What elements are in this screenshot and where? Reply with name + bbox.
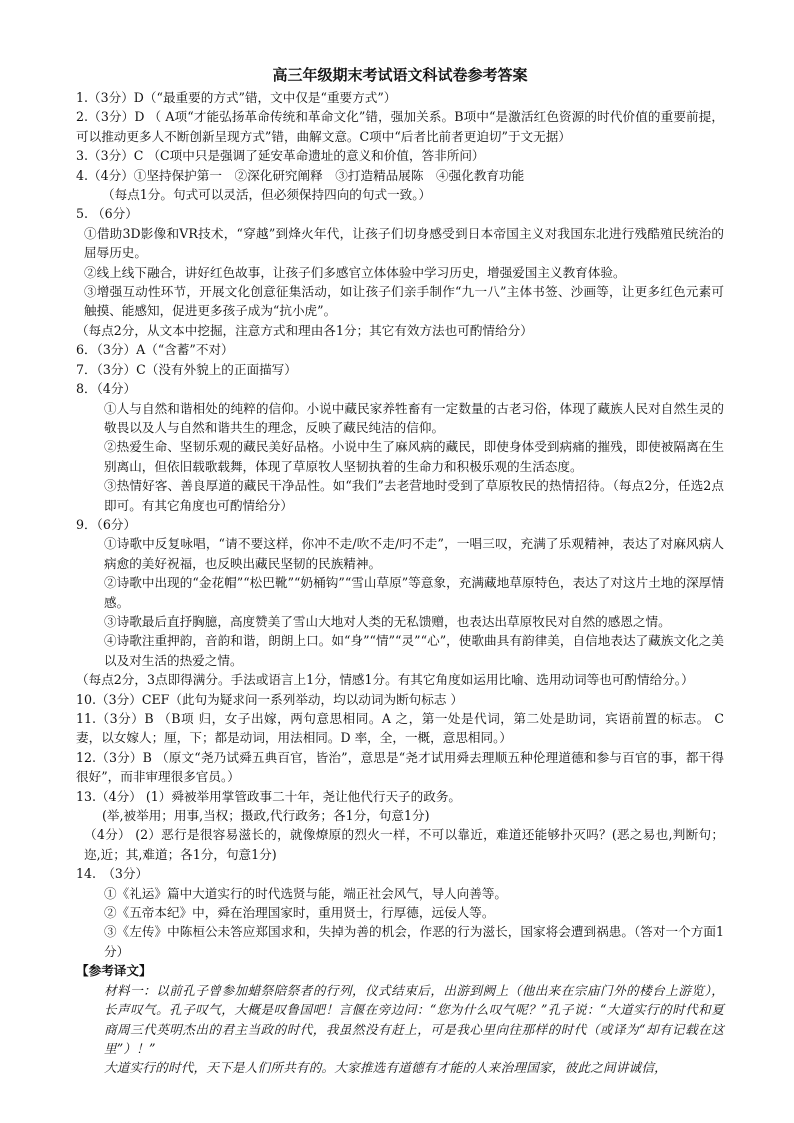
answer-5-point-2: ②线上线下融合，讲好红色故事，让孩子们多感官立体体验中学习历史，增强爱国主义教育体验。: [84, 264, 626, 280]
answer-13-part-2: （4分） (2）恶行是很容易滋长的，就像燎原的烈火一样，不可以靠近，难道还能够扑灭吗？(恶之易也,判断句；迩,近；其,难道；各1分，句意1分): [84, 827, 724, 862]
answer-1: 1.（3分）D（“最重要的方式”错，文中仅是“重要方式”）: [76, 90, 397, 105]
page-title: 高三年级期末考试语文科试卷参考答案: [272, 66, 528, 84]
answer-14-header: 14. （3分）: [76, 866, 149, 882]
answer-5-header: 5. （6分）: [76, 206, 138, 222]
translation-paragraph-2: 大道实行的时代，天下是人们所共有的。大家推选有道德有才能的人来治理国家，彼此之间讲诚信，: [104, 1060, 667, 1076]
answer-14-point-3: ③《左传》中陈桓公未答应郑国求和，失掉为善的机会，作恶的行为滋长，国家将会遭到祸患。（答对一个方面1分）: [104, 924, 724, 959]
answer-14-point-1: ①《礼运》篇中大道实行的时代选贤与能，端正社会风气，导人向善等。: [104, 885, 507, 901]
answer-8-point-3: ③热情好客、善良厚道的藏民干净品性。如“我们”去老营地时受到了草原牧民的热情招待。（每点2分，任选2点即可。有其它角度也可酌情给分）: [104, 478, 724, 513]
answer-7: 7．（3分）C（没有外貌上的正面描写）: [76, 361, 297, 377]
answer-2: 2.（3分）D （ A项“才能弘扬革命传统和革命文化”错，强加关系。B项中“是激活红色资源的时代价值的重要前提，可以推动更多人不断创新呈现方式”错，曲解文意。C项中“后者比前者更迫切”于文无据）: [76, 109, 724, 144]
answer-9-point-4: ④诗歌注重押韵，音韵和谐，朗朗上口。如“身”“情”“灵”“心”，使歌曲具有韵律美，自信地表达了藏族文化之美以及对生活的热爱之情。: [104, 633, 724, 668]
answer-13-part-1-note: (举,被举用；用事,当权；摄政,代行政务；各1分，句意1分): [102, 808, 430, 824]
translation-material-1: 材料一：以前孔子曾参加蜡祭陪祭者的行列，仪式结束后，出游到阙上（他出来在宗庙门外的楼台上游览），长声叹气。孔子叹气，大概是叹鲁国吧！言偃在旁边问：“您为什么叹气呢？”孔子说：“大道实行的时代和夏商周三代英明杰出的君主当政的时代，我虽然没有赶上，可是我心里向往那样的时代（或译为“却有记载在这里”）！”: [104, 982, 724, 1056]
answer-8-point-2: ②热爱生命、坚韧乐观的藏民美好品格。小说中生了麻风病的藏民，即使身体受到病痛的摧残，即使被隔离在生别离山，但依旧载歌载舞，体现了草原牧人坚韧执着的生命力和积极乐观的生活态度。: [104, 439, 724, 474]
answer-12: 12.（3分）B （原文“尧乃试舜五典百官，皆治”，意思是“尧才试用舜去理顺五种伦理道德和参与百官的事，都干得很好”，而非审理很多官员。）: [76, 749, 724, 785]
answer-6: 6．（3分）A（“含蓄”不对）: [76, 342, 234, 358]
answer-5-point-1: ①借助3D影像和VR技术，“穿越”到烽火年代，让孩子们切身感受到日本帝国主义对我国东北进行残酷殖民统治的屈辱历史。: [84, 225, 724, 261]
answer-4-note: （每点1分。句式可以灵活，但必须保持四向的句式一致。）: [102, 187, 432, 203]
answer-4: 4.（4分）①坚持保护第一 ②深化研究阐释 ③打造精品展陈 ④强化教育功能: [76, 167, 525, 183]
answer-9-point-3: ③诗歌最后直抒胸臆，高度赞美了雪山大地对人类的无私馈赠，也表达出草原牧民对自然的感恩之情。: [104, 613, 671, 629]
answer-9-note: （每点2分，3点即得满分。手法或语言上1分，情感1分。有其它角度如运用比喻、选用动词等也可酌情给分。）: [76, 672, 694, 688]
answer-9-header: 9．（6分）: [76, 516, 137, 532]
answer-5-point-3: ③增强互动性环节，开展文化创意征集活动，如让孩子们亲手制作“九一八”主体书签、沙画等，让更多红色元素可触摸、能感知，促进更多孩子成为“抗小虎”。: [84, 284, 724, 319]
answer-9-point-2: ②诗歌中出现的“金花帽”“松巴靴”“奶桶钩”“雪山草原”等意象，充满藏地草原特色，表达了对这片土地的深厚情感。: [104, 575, 724, 610]
translation-heading: 【参考译文】: [76, 963, 152, 979]
answer-11: 11.（3分）B （B项 归，女子出嫁，两句意思相同。A 之，第一处是代词，第二处是助词，宾语前置的标志。 C 妻，以女嫁人；厘，下；都是动词，用法相同。D 率，全，一概，意思相同。）: [76, 711, 724, 746]
answer-8-header: 8．（4分）: [76, 381, 137, 397]
answer-8-point-1: ①人与自然和谐相处的纯粹的信仰。小说中藏民家养牲畜有一定数量的古老习俗，体现了藏族人民对自然生灵的敬畏以及人与自然和谐共生的理念，反映了藏民纯洁的信仰。: [104, 400, 724, 435]
answer-13-part-1: 13.（4分） (1）舜被举用掌管政事二十年，尧让他代行天子的政务。: [76, 788, 462, 804]
answer-key-page: [76, 64, 724, 1078]
answer-9-point-1: ①诗歌中反复咏唱，“请不要这样，你冲不走/吹不走/叼不走”，一唱三叹，充满了乐观精神，表达了对麻风病人病愈的美好祝福，也反映出藏民坚韧的民族精神。: [104, 536, 724, 571]
answer-14-point-2: ②《五帝本纪》中，舜在治理国家时，重用贤士，行厚德，远佞人等。: [104, 905, 495, 921]
answer-3: 3.（3分）C （C项中只是强调了延安革命遗址的意义和价值，答非所问）: [76, 148, 485, 164]
answer-10: 10.（3分）CEF（此句为疑求问一系列举动，均以动词为断句标志 ）: [76, 691, 464, 707]
answer-5-note: （每点2分，从文本中挖掘，注意方式和理由各1分；其它有效方法也可酌情给分）: [76, 322, 533, 338]
